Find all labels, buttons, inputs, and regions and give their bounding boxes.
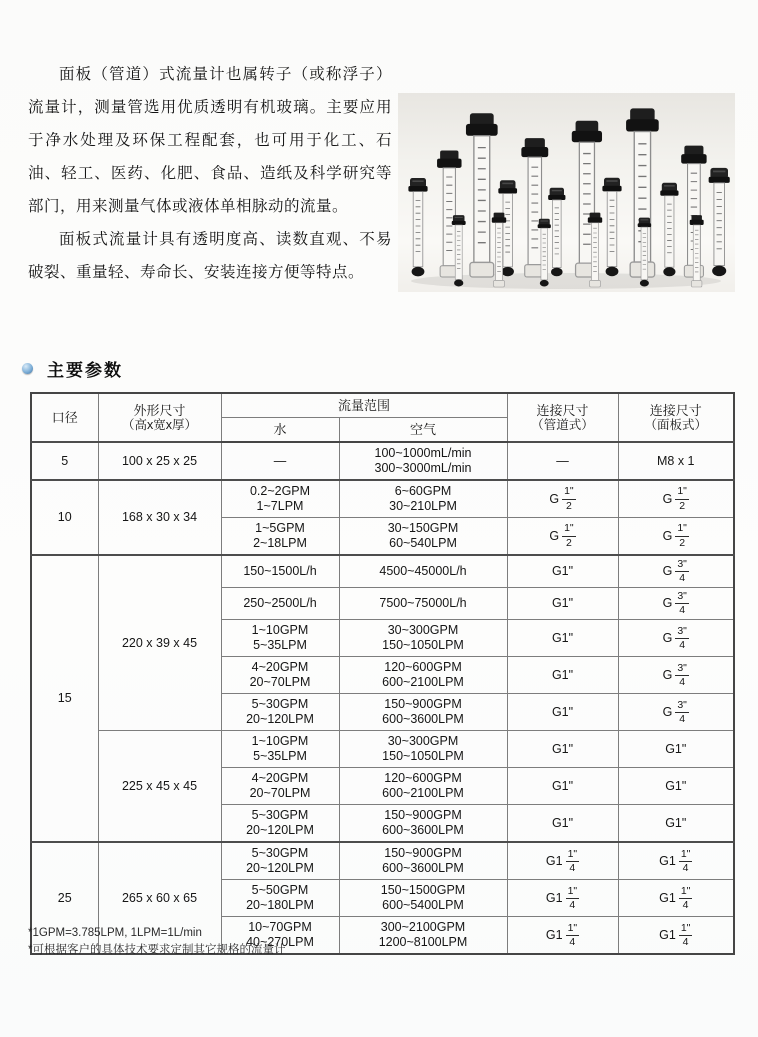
cell-diameter: 10 — [31, 480, 98, 555]
col-header-conn-pipe-line2: （管道式） — [531, 417, 594, 432]
blue-sphere-bullet-icon — [22, 363, 33, 374]
cell-flow-water: — — [221, 442, 339, 480]
cell-conn-pipe: G1" — [507, 731, 618, 768]
cell-conn-pipe: G1" — [507, 620, 618, 657]
table-row — [31, 731, 734, 768]
col-header-conn-pipe-line1: 连接尺寸 — [536, 402, 589, 418]
spec-table-body — [31, 442, 734, 954]
cell-diameter: 25 — [31, 842, 98, 954]
flowmeters-photo — [398, 93, 735, 292]
footnote-1: *1GPM=3.785LPM, 1LPM=1L/min — [28, 927, 202, 939]
intro-paragraph-1: 面板（管道）式流量计也属转子（或称浮子）流量计，测量管选用优质透明有机玻璃。主要应用于净水处理及环保工程配套，也可用于化工、石油、轻工、医药、化肥、食品、造纸及科学研究等部门，用来测量气体或液体单相脉动的流量。 — [28, 66, 392, 215]
cell-flow-water: 1~5GPM 2~18LPM — [221, 518, 339, 556]
cell-flow-water: 10~70GPM 40~270LPM — [221, 917, 339, 955]
cell-flow-air: 7500~75000L/h — [339, 588, 507, 620]
cell-conn-panel: G1 $\frac{1"}{4}$ — [618, 880, 734, 917]
cell-flow-air: 6~60GPM 30~210LPM — [339, 480, 507, 518]
cell-conn-panel: G1" — [618, 731, 734, 768]
cell-conn-pipe: G1" — [507, 555, 618, 588]
spec-table-head — [31, 393, 734, 442]
cell-conn-pipe: G $\frac{1"}{2}$ — [507, 480, 618, 518]
cell-flow-air: 30~150GPM 60~540LPM — [339, 518, 507, 556]
cell-flow-water: 5~30GPM 20~120LPM — [221, 805, 339, 843]
intro-paragraph-2: 面板式流量计具有透明度高、读数直观、不易破裂、重量轻、寿命长、安装连接方便等特点。 — [28, 231, 392, 281]
cell-conn-panel: G $\frac{3"}{4}$ — [618, 694, 734, 731]
cell-dimensions: 168 x 30 x 34 — [98, 480, 221, 555]
cell-conn-pipe: G $\frac{1"}{2}$ — [507, 518, 618, 556]
spec-table — [30, 392, 735, 955]
col-header-conn-panel — [618, 393, 734, 442]
section-heading — [22, 356, 123, 381]
cell-conn-panel: G1" — [618, 805, 734, 843]
cell-conn-pipe: G1" — [507, 588, 618, 620]
cell-diameter: 15 — [31, 555, 98, 842]
cell-conn-panel: G1" — [618, 768, 734, 805]
cell-conn-pipe: G1" — [507, 694, 618, 731]
cell-flow-water: 5~50GPM 20~180LPM — [221, 880, 339, 917]
table-row — [31, 555, 734, 588]
cell-conn-panel: G $\frac{1"}{2}$ — [618, 480, 734, 518]
cell-dimensions: 220 x 39 x 45 — [98, 555, 221, 731]
flowmeters-illustration — [398, 93, 735, 292]
section-title: 主要参数 — [47, 361, 123, 380]
col-header-conn-panel-line2: （面板式） — [644, 417, 708, 432]
cell-conn-panel: G1 $\frac{1"}{4}$ — [618, 917, 734, 955]
cell-flow-air: 150~1500GPM 600~5400LPM — [339, 880, 507, 917]
cell-flow-water: 5~30GPM 20~120LPM — [221, 694, 339, 731]
footnotes — [28, 925, 285, 959]
cell-conn-pipe: — — [507, 442, 618, 480]
cell-conn-panel: G $\frac{3"}{4}$ — [618, 657, 734, 694]
spec-table-wrap — [30, 392, 733, 955]
cell-conn-panel: M8 x 1 — [618, 442, 734, 480]
cell-conn-panel: G $\frac{3"}{4}$ — [618, 588, 734, 620]
cell-flow-air: 4500~45000L/h — [339, 555, 507, 588]
table-row — [31, 480, 734, 518]
cell-flow-air: 30~300GPM 150~1050LPM — [339, 620, 507, 657]
cell-flow-water: 1~10GPM 5~35LPM — [221, 731, 339, 768]
intro-text — [28, 58, 392, 289]
col-header-dimensions — [98, 393, 221, 442]
cell-conn-pipe: G1 $\frac{1"}{4}$ — [507, 880, 618, 917]
col-header-air: 空气 — [339, 418, 507, 443]
cell-conn-pipe: G1" — [507, 768, 618, 805]
cell-flow-air: 120~600GPM 600~2100LPM — [339, 657, 507, 694]
cell-conn-pipe: G1" — [507, 657, 618, 694]
cell-conn-panel: G $\frac{3"}{4}$ — [618, 620, 734, 657]
col-header-diameter: 口径 — [31, 393, 98, 442]
col-header-conn-pipe — [507, 393, 618, 442]
cell-flow-water: 250~2500L/h — [221, 588, 339, 620]
cell-flow-air: 30~300GPM 150~1050LPM — [339, 731, 507, 768]
cell-flow-air: 100~1000mL/min 300~3000mL/min — [339, 442, 507, 480]
cell-flow-water: 4~20GPM 20~70LPM — [221, 768, 339, 805]
col-header-dimensions-line2: （高x宽x厚） — [121, 417, 197, 432]
cell-conn-pipe: G1 $\frac{1"}{4}$ — [507, 842, 618, 880]
cell-flow-water: 5~30GPM 20~120LPM — [221, 842, 339, 880]
cell-flow-air: 150~900GPM 600~3600LPM — [339, 842, 507, 880]
cell-conn-pipe: G1" — [507, 805, 618, 843]
cell-dimensions: 100 x 25 x 25 — [98, 442, 221, 480]
cell-flow-air: 150~900GPM 600~3600LPM — [339, 805, 507, 843]
cell-conn-panel: G1 $\frac{1"}{4}$ — [618, 842, 734, 880]
table-row — [31, 442, 734, 480]
cell-flow-air: 300~2100GPM 1200~8100LPM — [339, 917, 507, 955]
cell-flow-water: 150~1500L/h — [221, 555, 339, 588]
table-row — [31, 842, 734, 880]
cell-dimensions: 225 x 45 x 45 — [98, 731, 221, 843]
col-header-water: 水 — [221, 418, 339, 443]
cell-dimensions: 265 x 60 x 65 — [98, 842, 221, 954]
col-header-flow-range: 流量范围 — [221, 393, 507, 418]
cell-flow-water: 0.2~2GPM 1~7LPM — [221, 480, 339, 518]
cell-conn-panel: G $\frac{1"}{2}$ — [618, 518, 734, 556]
cell-conn-panel: G $\frac{3"}{4}$ — [618, 555, 734, 588]
cell-flow-air: 150~900GPM 600~3600LPM — [339, 694, 507, 731]
col-header-dimensions-line1: 外形尺寸 — [133, 402, 186, 418]
cell-flow-air: 120~600GPM 600~2100LPM — [339, 768, 507, 805]
cell-conn-pipe: G1 $\frac{1"}{4}$ — [507, 917, 618, 955]
cell-diameter: 5 — [31, 442, 98, 480]
footnote-2: *可根据客户的具体技术要求定制其它规格的流量计 — [28, 944, 286, 956]
cell-flow-water: 1~10GPM 5~35LPM — [221, 620, 339, 657]
col-header-conn-panel-line1: 连接尺寸 — [649, 402, 702, 418]
cell-flow-water: 4~20GPM 20~70LPM — [221, 657, 339, 694]
